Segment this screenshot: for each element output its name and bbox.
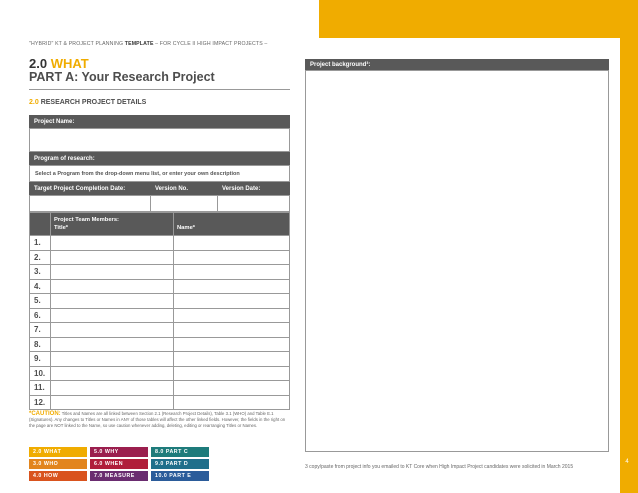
legend-button[interactable]: 3.0 WHO	[29, 459, 87, 469]
team-row	[30, 395, 290, 410]
member-name-cell[interactable]	[174, 294, 290, 309]
row-number: 10.	[30, 366, 51, 381]
header-suffix: – FOR CYCLE II HIGH IMPACT PROJECTS –	[155, 41, 268, 47]
team-row	[30, 308, 290, 323]
project-name-label: Project Name:	[29, 115, 290, 128]
running-header	[29, 41, 267, 47]
member-title-cell[interactable]	[51, 308, 174, 323]
legend-button[interactable]: 6.0 WHEN	[90, 459, 148, 469]
dates-header-bar	[29, 182, 290, 195]
member-title-cell[interactable]	[51, 294, 174, 309]
team-row	[30, 236, 290, 251]
row-number: 9.	[30, 352, 51, 367]
project-background-field[interactable]	[305, 70, 609, 452]
member-title-cell[interactable]	[51, 279, 174, 294]
title-header	[51, 213, 174, 236]
page-number: 4	[625, 459, 629, 465]
member-name-cell[interactable]	[174, 308, 290, 323]
right-accent-strip	[620, 38, 638, 493]
caution-label: *CAUTION:	[29, 411, 61, 417]
name-header	[174, 213, 290, 236]
name-label: Name*	[177, 225, 196, 231]
section-number: 2.0	[29, 56, 48, 71]
member-name-cell[interactable]	[174, 265, 290, 280]
legend-button[interactable]: 7.0 MEASURE	[90, 471, 148, 481]
subsection-heading	[29, 99, 146, 106]
team-row	[30, 337, 290, 352]
member-name-cell[interactable]	[174, 395, 290, 410]
member-title-cell[interactable]	[51, 265, 174, 280]
legend-button[interactable]: 5.0 WHY	[90, 447, 148, 457]
member-name-cell[interactable]	[174, 250, 290, 265]
version-date-label: Version Date:	[222, 185, 261, 192]
member-name-cell[interactable]	[174, 352, 290, 367]
row-number: 11.	[30, 381, 51, 396]
legend-button[interactable]: 9.0 PART D	[151, 459, 209, 469]
version-date-field[interactable]	[218, 196, 289, 211]
legend-button[interactable]: 10.0 PART E	[151, 471, 209, 481]
program-label: Program of research:	[29, 152, 290, 165]
row-number: 2.	[30, 250, 51, 265]
legend-button[interactable]: 2.0 WHAT	[29, 447, 87, 457]
project-background-label: Project background³:	[305, 59, 609, 70]
caution-note	[29, 411, 290, 429]
row-number: 8.	[30, 337, 51, 352]
member-name-cell[interactable]	[174, 337, 290, 352]
subsection-number: 2.0	[29, 99, 39, 106]
member-title-cell[interactable]	[51, 250, 174, 265]
legend-button[interactable]: 4.0 HOW	[29, 471, 87, 481]
member-title-cell[interactable]	[51, 381, 174, 396]
team-row	[30, 323, 290, 338]
version-no-label: Version No.	[155, 185, 189, 192]
legend-button[interactable]: 8.0 PART C	[151, 447, 209, 457]
program-select[interactable]	[29, 165, 290, 182]
footnote: 3 copy/paste from project info you emailed to KT Core when High Impact Project candidates were solicited in March 2015	[305, 464, 574, 470]
subsection-text: RESEARCH PROJECT DETAILS	[40, 99, 147, 106]
team-row	[30, 352, 290, 367]
member-name-cell[interactable]	[174, 236, 290, 251]
member-title-cell[interactable]	[51, 395, 174, 410]
top-accent-block	[319, 0, 638, 38]
row-number: 12.	[30, 395, 51, 410]
member-name-cell[interactable]	[174, 323, 290, 338]
team-row	[30, 250, 290, 265]
members-label: Project Team Members:	[54, 217, 119, 223]
section-heading	[29, 56, 89, 71]
member-title-cell[interactable]	[51, 323, 174, 338]
member-name-cell[interactable]	[174, 381, 290, 396]
program-hint: Select a Program from the drop-down menu list, or enter your own description	[35, 170, 240, 177]
version-no-field[interactable]	[151, 196, 218, 211]
team-row	[30, 366, 290, 381]
project-name-field[interactable]	[29, 128, 290, 152]
target-date-label: Target Project Completion Date:	[34, 185, 126, 192]
row-number-header	[30, 213, 51, 236]
section-name: WHAT	[50, 56, 89, 71]
member-title-cell[interactable]	[51, 337, 174, 352]
row-number: 1.	[30, 236, 51, 251]
part-title: PART A: Your Research Project	[29, 70, 215, 84]
dates-row	[29, 195, 290, 212]
member-name-cell[interactable]	[174, 366, 290, 381]
row-number: 5.	[30, 294, 51, 309]
team-row	[30, 294, 290, 309]
row-number: 6.	[30, 308, 51, 323]
title-label: Title*	[54, 225, 69, 231]
title-divider	[29, 89, 290, 90]
row-number: 4.	[30, 279, 51, 294]
header-template-word: TEMPLATE	[124, 41, 154, 47]
row-number: 3.	[30, 265, 51, 280]
member-title-cell[interactable]	[51, 366, 174, 381]
team-row	[30, 265, 290, 280]
team-row	[30, 381, 290, 396]
row-number: 7.	[30, 323, 51, 338]
team-header-row	[30, 213, 290, 236]
target-date-field[interactable]	[30, 196, 151, 211]
caution-text: Titles and Names are all linked between Section 2.1 (Research Project Details), Table 3.1 (WHO) and Table E.1 (Signatures). Any changes to Titles or Names in ANY of those tables will affect the other linked fields. However, the fields in the right on the page are NOT linked to the Name, so use caution whenever adding, deleting, editing or rearranging Titles or Names.	[29, 411, 286, 428]
member-name-cell[interactable]	[174, 279, 290, 294]
team-row	[30, 279, 290, 294]
header-prefix: "HYBRID" KT & PROJECT PLANNING	[29, 41, 124, 47]
team-members-table	[29, 212, 290, 410]
member-title-cell[interactable]	[51, 352, 174, 367]
member-title-cell[interactable]	[51, 236, 174, 251]
